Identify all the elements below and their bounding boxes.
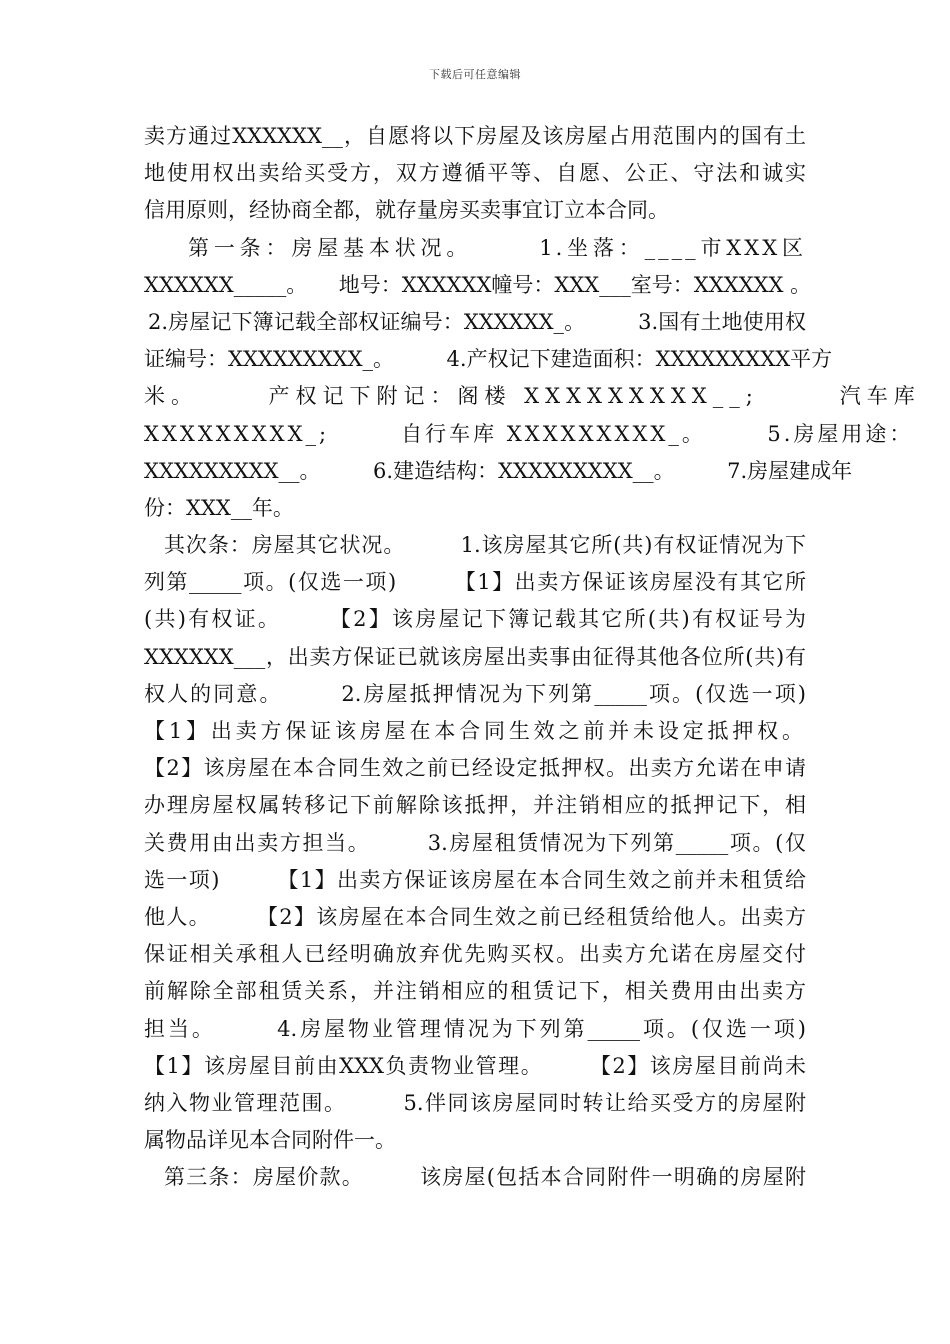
paragraph-line: 关费用由出卖方担当。 3.房屋租赁情况为下列第_____项。(仅 xyxy=(144,830,806,855)
article-heading-line: 第一条：房屋基本状况。 1.坐落：____市XXX区 xyxy=(188,235,806,260)
paragraph-line: 列第_____项。(仅选一项) 【1】出卖方保证该房屋没有其它所 xyxy=(144,570,806,595)
paragraph-line: 【1】出卖方保证该房屋在本合同生效之前并未设定抵押权。 xyxy=(144,719,806,743)
article-heading-line: 第三条：房屋价款。 该房屋(包括本合同附件一明确的房屋附 xyxy=(164,1165,806,1190)
paragraph-line: 卖方通过XXXXXX__，自愿将以下房屋及该房屋占用范围内的国有土 xyxy=(144,124,806,148)
paragraph-line: (共)有权证。 【2】该房屋记下簿记载其它所(共)有权证号为 xyxy=(144,607,806,632)
paragraph-line: 属物品详见本合同附件一。 xyxy=(144,1128,396,1153)
contract-body xyxy=(144,118,921,1196)
paragraph-line: 证编号：XXXXXXXXX_。 4.产权记下建造面积：XXXXXXXXX平方 xyxy=(144,347,833,372)
paragraph-line: 信用原则，经协商全都，就存量房买卖事宜订立本合同。 xyxy=(144,198,669,223)
article-heading-line: 其次条：房屋其它状况。 1.该房屋其它所(共)有权证情况为下 xyxy=(164,533,806,558)
paragraph-line: 选一项) 【1】出卖方保证该房屋在本合同生效之前并未租赁给 xyxy=(144,867,806,892)
paragraph-line: 担当。 4.房屋物业管理情况为下列第_____项。(仅选一项) xyxy=(144,1016,806,1041)
paragraph-line: XXXXXXXXX_; 自行车库 XXXXXXXXX_。 5.房屋用途： xyxy=(144,421,914,446)
paragraph-line: 地使用权出卖给买受方，双方遵循平等、自愿、公正、守法和诚实 xyxy=(144,161,806,186)
paragraph-line: 权人的同意。 2.房屋抵押情况为下列第_____项。(仅选一项) xyxy=(144,681,806,706)
paragraph-line: 保证相关承租人已经明确放弃优先购买权。出卖方允诺在房屋交付 xyxy=(144,942,806,967)
paragraph-line: 办理房屋权属转移记下前解除该抵押，并注销相应的抵押记下，相 xyxy=(144,793,806,818)
paragraph-line: 2.房屋记下簿记载全部权证编号：XXXXXX_。 3.国有土地使用权 xyxy=(148,309,806,334)
paragraph-line: XXXXXX_____。 地号：XXXXXX幢号：XXX___室号：XXXXXX 。 xyxy=(144,272,812,297)
page-header: 下载后可任意编辑 xyxy=(429,68,521,81)
paragraph-line: 份：XXX__年。 xyxy=(144,495,294,520)
paragraph-line: 前解除全部租赁关系，并注销相应的租赁记下，相关费用由出卖方 xyxy=(144,979,806,1004)
paragraph-line: 米。 产权记下附记：阁楼 XXXXXXXXX__; 汽车库 xyxy=(144,384,921,409)
paragraph-line: 他人。 【2】该房屋在本合同生效之前已经租赁给他人。出卖方 xyxy=(144,904,806,929)
paragraph-line: 【1】该房屋目前由XXX负责物业管理。 【2】该房屋目前尚未 xyxy=(144,1053,806,1078)
paragraph-line: XXXXXX___，出卖方保证已就该房屋出卖事由征得其他各位所(共)有 xyxy=(144,644,806,669)
paragraph-line: XXXXXXXXX__。 6.建造结构：XXXXXXXXX__。 7.房屋建成年 xyxy=(144,458,853,483)
paragraph-line: 纳入物业管理范围。 5.伴同该房屋同时转让给买受方的房屋附 xyxy=(144,1090,806,1115)
paragraph-line: 【2】该房屋在本合同生效之前已经设定抵押权。出卖方允诺在申请 xyxy=(144,756,806,781)
